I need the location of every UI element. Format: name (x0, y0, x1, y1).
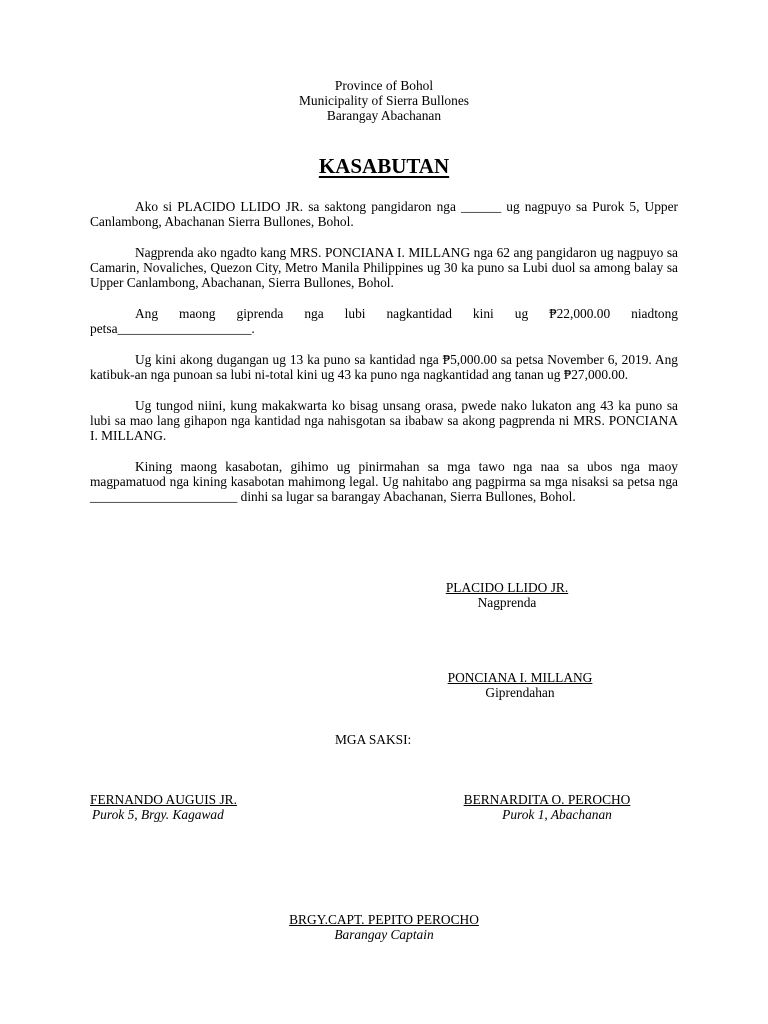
document-body (90, 199, 678, 520)
paragraph-1: Ako si PLACIDO LLIDO JR. sa saktong pangidaron nga ______ ug nagpuyo sa Purok 5, Upper Canlambong, Abachanan Sierra Bullones, Bohol. (90, 199, 678, 229)
pledgee-signature-block (420, 670, 620, 700)
title-text: KASABUTAN (318, 154, 450, 178)
paragraph-5: Ug tungod niini, kung makakwarta ko bisag unsang orasa, pwede nako lukaton ang 43 ka puno sa lubi sa mao lang gihapon nga kantidad nga nahisgotan sa ibabaw sa akong pagprenda ni MRS. PONCIANA I. MILLANG. (90, 398, 678, 443)
witness2-signature-block (447, 792, 647, 822)
witness2-role: Purok 1, Abachanan (502, 807, 612, 822)
captain-name: BRGY.CAPT. PEPITO PEROCHO (289, 912, 479, 927)
witness1-name: FERNANDO AUGUIS JR. (90, 792, 237, 807)
paragraph-4: Ug kini akong dugangan ug 13 ka puno sa kantidad nga ₱5,000.00 sa petsa November 6, 2019. Ang katibuk-an nga punoan sa lubi ni-total kini ug 43 ka puno nga nagkantidad ang tanan ug ₱27,000.00. (90, 352, 678, 382)
paragraph-6: Kining maong kasabotan, gihimo ug pinirmahan sa mga tawo nga naa sa ubos nga maoy magpamatuod nga kining kasabotan mahimong legal. Ug nahitabo ang pagpirma sa mga nisaksi sa petsa nga ______________________ dinhi sa lugar sa barangay Abachanan, Sierra Bullones, Bohol. (90, 459, 678, 504)
witness2-name: BERNARDITA O. PEROCHO (463, 792, 631, 807)
province-line: Province of Bohol (334, 78, 434, 93)
captain-role: Barangay Captain (334, 927, 434, 942)
pledgor-role: Nagprenda (477, 595, 537, 610)
pledgor-signature-block (407, 580, 607, 610)
barangay-line: Barangay Abachanan (326, 108, 442, 123)
document-header (0, 78, 768, 123)
witness1-signature-block (90, 792, 330, 822)
witnesses-heading (335, 732, 435, 747)
document-title (0, 154, 768, 178)
pledgor-name: PLACIDO LLIDO JR. (445, 580, 569, 595)
paragraph-2: Nagprenda ako ngadto kang MRS. PONCIANA I. MILLANG nga 62 ang pangidaron ug nagpuyo sa Camarin, Novaliches, Quezon City, Metro Manila Philippines ug 30 ka puno sa Lubi duol sa among balay sa Upper Canlambong, Abachanan, Sierra Bullones, Bohol. (90, 245, 678, 290)
municipality-line: Municipality of Sierra Bullones (299, 93, 469, 108)
witness1-role: Purok 5, Brgy. Kagawad (92, 807, 224, 822)
pledgee-name: PONCIANA I. MILLANG (447, 670, 593, 685)
captain-signature-block (264, 912, 504, 942)
paragraph-3: Ang maong giprenda nga lubi nagkantidad kini ug ₱22,000.00 niadtong petsa____________________. (90, 306, 678, 336)
pledgee-role: Giprendahan (485, 685, 555, 700)
witnesses-label: MGA SAKSI: (335, 732, 412, 747)
